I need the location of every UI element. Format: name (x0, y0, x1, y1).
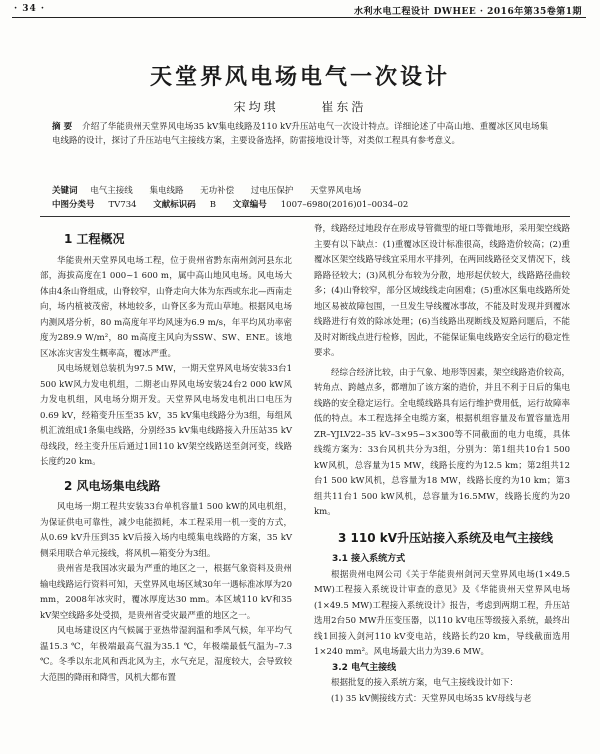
page-number: · 34 · (14, 4, 46, 14)
abstract-label: 摘 要 (52, 122, 73, 132)
running-header (14, 4, 582, 18)
journal-info: 水利水电工程设计 DWHEE · 2016年第35卷第1期 (353, 7, 582, 17)
doc-code-label: 文献标识码 (153, 200, 196, 210)
right-para-1: 脊，线路经过地段存在形成导管微型的垭口等微地形，采用架空线路主要有以下缺点：(1)重覆冰区设计标准很高，线路造价较高；(2)重覆冰区架空线路导线宜采用水平排列，在两回线路径交叉情况下，线路路径较大；(3)风机分布较为分散，地形起伏较大，线路路径曲较多；(4)山脊较窄，部分区域线线走向困难；(5)重冰区集电线路所处地区易被故障包围，一旦发生导线覆冰事故，不能及时发现并到覆冰线路进行有效的除冰处理；(6)当线路出现断线及短路问题后，不能及时对断线点进行检修，因此，不能保证集电线路安全运行的稳定性要求。 (314, 224, 570, 358)
keyword: 电气主接线 (90, 186, 133, 196)
keyword: 无功补偿 (200, 186, 235, 196)
section-3-1-heading: 3.1 接入系统方式 (332, 554, 406, 564)
section-1-heading: 1 工程概况 (64, 232, 125, 246)
article-no-value: 1007–6980(2016)01–0034–02 (280, 200, 409, 210)
paper-title: 天堂界风电场电气一次设计 (149, 64, 450, 90)
section-3-2-para: 根据批复的接入系统方案，电气主接线设计如下： (331, 678, 519, 688)
keywords-label: 关键词 (52, 186, 78, 196)
right-column (314, 222, 570, 707)
section-3-heading: 3 110 kV升压站接入系统及电气主接线 (338, 530, 554, 545)
section-3-1-para: 根据贵州电网公司《关于华能贵州剑河天堂界风电场(1×49.5 MW)工程接入系统设计审查的意见》及《华能贵州天堂界风电场(1×49.5 MW)工程接入系统设计》报告，考虑到两期工程，升压站选用2台50 MW升压变压器，以110 kV电压等级接入系统，最终出线1回接入剑河110 kV变电站，线路长约20 km，导线截面选用1×240 mm²。风电场最大出力为39.6 MW。 (314, 569, 570, 657)
section-2-para-1: 风电场一期工程共安装33台单机容量1 500 kW的风电机组，为保证供电可靠性，减少电能损耗，本工程采用一机一变的方式，从0.69 kV升压到35 kV后接入场内电缆集电线路的方案，35 kV侧采用联合单元接线，将风机—箱变分为3组。 (40, 502, 292, 559)
section-2-heading: 2 风电场集电线路 (64, 478, 161, 493)
classification-line (52, 198, 548, 210)
authors (0, 98, 600, 115)
section-1-para-2: 风电场规划总装机为97.5 MW，一期天堂界风电场安装33台1 500 kW风力发电机组，二期老山界风电场安装24台2 000 kW风力发电机组，风电场分期开发。天堂界风电场发电机出口电压为0.69 kV，经箱变升压至35 kV，35 kV集电线路分为3组，每组风机汇流组成1条集电线路，分别经35 kV集电线路接入升压站35 kV母线段，经主变升压后通过1回110 kV架空线路送至剑河变，线路长度约20 km。 (40, 364, 292, 467)
header-rule (12, 17, 586, 18)
doc-code-value: B (209, 200, 217, 210)
abstract-rule (40, 216, 570, 217)
abstract (52, 120, 548, 148)
right-para-2: 经综合经济比较，由于气象、地形等因素，架空线路造价较高，转角点、跨越点多，都增加了该方案的造价，并且不利于日后的集电线路的安全稳定运行。全电缆线路具有运行维护费用低，运行故障率低的特点。本工程选择全电缆方案，根据机组容量及布置容量选用ZR–YJLV22–35 kV–3×95~3×300等不同截面的电力电缆，具体线缆方案为：33台风机共分为3组，分别为：第1组共10台1 500 kW风机，总容量为15 MW，线路长度约为12.5 km；第2组共12台1 500 kW风机，总容量为18 MW，线路长度约为10 km；第3组共11台1 500 kW风机，总容量为16.5MW，线路长度约为20 km。 (314, 367, 570, 517)
author-2: 崔东浩 (321, 100, 367, 114)
clc-label: 中图分类号 (52, 200, 95, 210)
section-2-para-3: 风电场建设区内气候属于亚热带湿润温和季风气候，年平均气温15.3 ℃，年极端最高气温为35.1 ℃，年极端最低气温为–7.3 ℃。冬季以东北风和西北风为主，水气充足，湿度较大，会导致较大范围的降雨和降雪，风机大都布置 (40, 626, 292, 683)
article-no-label: 文章编号 (232, 200, 267, 210)
abstract-text: 介绍了华能贵州天堂界风电场35 kV集电线路及110 kV升压站电气一次设计特点。详细论述了中高山地、重覆冰区风电场集电线路的设计，探讨了升压站电气主接线方案，主要设备选择，防雷接地设计等，对类似工程具有参考意义。 (52, 122, 549, 146)
section-2-para-2: 贵州省是我国冰灾最为严重的地区之一，根据气象资料及贵州输电线路运行资料可知，天堂界风电场区域30年一遇标准冰厚为20 mm，2008年冰灾时，覆冰厚度达30 mm。本区域110 kV和35 kV架空线路多处受损，是贵州省受灾最严重的地区之一。 (40, 564, 292, 621)
section-1-para-1: 华能贵州天堂界风电场工程，位于贵州省黔东南州剑河县东北部，海拔高度在1 000~1 600 m，属中高山地风电场。风电场大体由4条山脊组成，山脊较窄，山脊走向大体为东西或东北—西南走向，场内植被茂密，林地较多，山脊区多为荒山草地。根据风电场内测风塔分析，80 m高度年平均风速为6.9 m/s，年平均风功率密度为289.9 W/m²，80 m高度主风向为SSW、SW、ENE。该地区冰冻灾害发生概率高，覆冰严重。 (40, 255, 292, 359)
keyword: 过电压保护 (250, 186, 294, 196)
keywords (52, 184, 548, 196)
clc-value: TV734 (108, 200, 137, 210)
section-3-2-heading: 3.2 电气主接线 (332, 662, 397, 673)
left-column (40, 232, 292, 686)
author-1: 宋均琪 (233, 100, 279, 114)
keyword: 集电线路 (149, 186, 184, 196)
section-3-2-item-1: (1) 35 kV侧接线方式：天堂界风电场35 kV母线与老 (331, 693, 532, 704)
keyword: 天堂界风电场 (310, 186, 362, 196)
